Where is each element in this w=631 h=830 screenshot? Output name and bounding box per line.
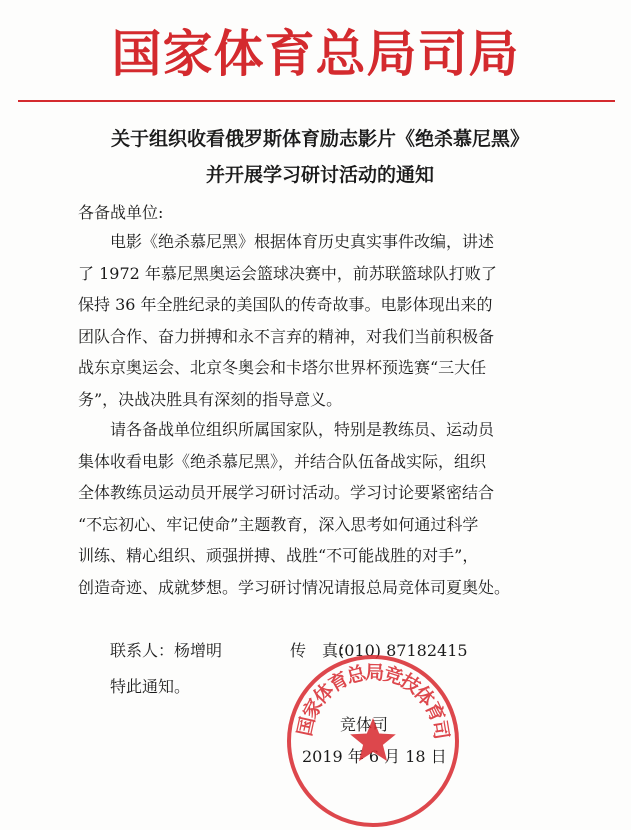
closing-remark: 特此通知。	[110, 677, 191, 696]
letterhead-divider	[18, 100, 615, 102]
paragraph-line: 训练、精心组织、顽强拼搏、战胜“不可能战胜的对手”，	[78, 546, 479, 565]
paragraph-line: 战东京奥运会、北京冬奥会和卡塔尔世界杯预选赛“三大任	[78, 358, 487, 377]
paragraph-line: 团队合作、奋力拼搏和永不言弃的精神，对我们当前积极备	[78, 326, 495, 346]
fax-label: 传 真：	[290, 641, 355, 660]
paragraph-line: 电影《绝杀慕尼黑》根据体育历史真实事件改编，讲述	[78, 232, 495, 251]
notice-title-line-1: 关于组织收看俄罗斯体育励志影片《绝杀慕尼黑》	[110, 128, 529, 150]
letterhead-title: 国家体育总局司局	[111, 25, 520, 83]
paragraph-2	[78, 414, 510, 603]
paragraph-line: 了 1972 年慕尼黑奥运会篮球决赛中，前苏联篮球队打败了	[78, 263, 497, 283]
seal-text: 国家体育总局竞技体育司	[293, 661, 453, 742]
paragraph-line: 集体收看电影《绝杀慕尼黑》，并结合队伍备战实际，组织	[78, 451, 487, 471]
paragraph-line: “不忘初心、牢记使命”主题教育，深入思考如何通过科学	[78, 514, 479, 534]
notice-title-line-2: 并开展学习研讨活动的通知	[205, 164, 434, 186]
seal-star-icon	[350, 718, 396, 761]
fax-number: (010) 87182415	[338, 641, 468, 660]
contact-info	[110, 636, 468, 666]
signature-department: 竞体司	[340, 715, 389, 734]
official-seal-stamp	[284, 652, 462, 830]
salutation: 各备战单位:	[78, 203, 164, 222]
paragraph-line: 创造奇迹、成就梦想。学习研讨情况请报总局竞体司夏奥处。	[78, 577, 511, 597]
paragraph-line: 务”，决战决胜具有深刻的指导意义。	[78, 389, 343, 409]
paragraph-line: 全体教练员运动员开展学习研讨活动。学习讨论要紧密结合	[78, 483, 495, 502]
paragraph-line: 保持 36 年全胜纪录的美国队的传奇故事。电影体现出来的	[78, 295, 493, 314]
paragraph-line: 请各备战单位组织所属国家队，特别是教练员、运动员	[78, 420, 495, 439]
signature-date: 2019 年 6 月 18 日	[302, 747, 447, 766]
contact-person: 联系人：杨增明	[110, 641, 223, 660]
paragraph-1	[78, 226, 497, 415]
